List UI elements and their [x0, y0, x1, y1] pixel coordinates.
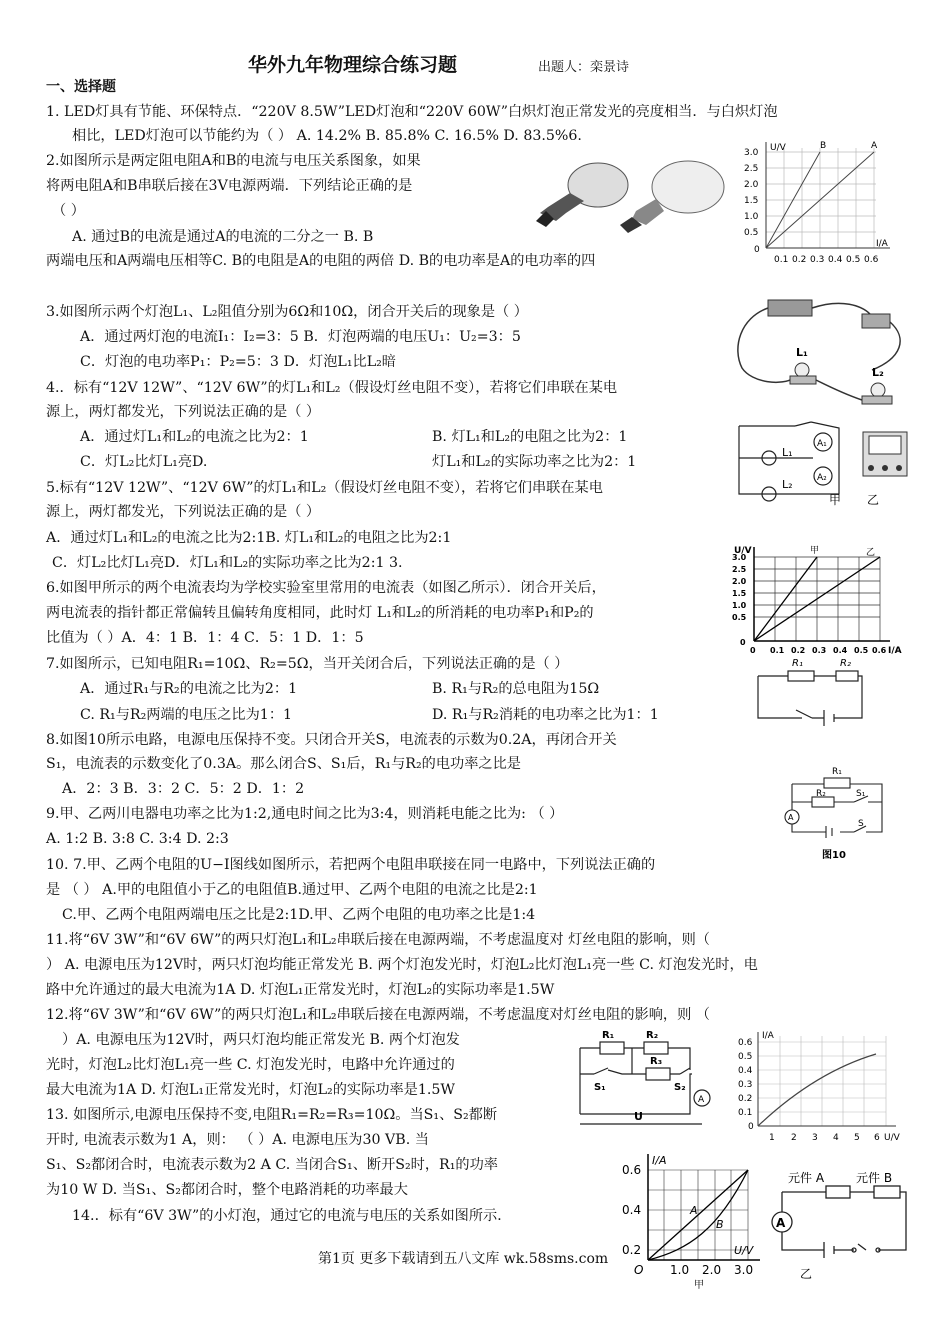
text-line: C．灯L₂比灯L₁亮D.	[80, 454, 208, 470]
text-line: A．通过灯L₁和L₂的电流之比为2：1	[80, 429, 309, 445]
text-line: 5.标有“12V 12W”、“12V 6W”的灯L₁和L₂（假设灯丝电阻不变），若将它们串联在某电	[46, 480, 603, 496]
element-ab-circuit	[770, 1168, 920, 1288]
text-line: 相比，LED灯泡可以节能约为（ ） A. 14.2% B. 85.8% C. 16.5% D. 83.5%6.	[72, 128, 582, 144]
svg-text:U/V: U/V	[734, 1244, 754, 1257]
text-line: 开时, 电流表示数为1 A，则： （ ）A. 电源电压为30 VB. 当	[46, 1132, 429, 1148]
text-line: A．通过R₁与R₂的电流之比为2：1	[80, 681, 298, 697]
text-line: ） A. 电源电压为12V时，两只灯泡均能正常发光 B. 两个灯泡发光时，灯泡L₂比灯泡L₁亮一些 C. 灯泡发光时，电	[46, 957, 758, 973]
svg-text:B: B	[716, 1218, 724, 1231]
text-line: 比值为（ ）A．4：1 B．1：4 C．5：1 D．1：5	[46, 630, 364, 646]
svg-text:0.3: 0.3	[812, 646, 827, 655]
svg-text:R₂: R₂	[646, 1030, 659, 1041]
page-footer: 第1页 更多下载请到五八文库 wk.58sms.com	[318, 1251, 609, 1267]
svg-text:0.6: 0.6	[738, 1038, 753, 1048]
text-line: D. R₁与R₂消耗的电功率之比为1：1	[432, 707, 659, 723]
svg-text:A: A	[776, 1216, 786, 1230]
svg-text:0.4: 0.4	[833, 646, 848, 655]
text-line: B. 灯L₁和L₂的电阻之比为2：1	[432, 429, 628, 445]
section-heading: 一、选择题	[46, 79, 116, 95]
text-line: 3.如图所示两个灯泡L₁、L₂阻值分别为6Ω和10Ω，闭合开关后的现象是（ ）	[46, 304, 528, 320]
svg-text:0.1: 0.1	[774, 255, 789, 265]
text-line: A．通过两灯泡的电流I₁：I₂=3：5 B．灯泡两端的电压U₁：U₂=3：5	[80, 329, 521, 345]
svg-text:B: B	[820, 141, 827, 151]
svg-text:0.5: 0.5	[744, 228, 759, 238]
text-line: C．灯泡的电功率P₁：P₂=5：3 D．灯泡L₁比L₂暗	[80, 354, 396, 370]
page-title: 华外九年物理综合练习题	[248, 54, 458, 76]
text-line: 14.．标有“6V 3W”的小灯泡，通过它的电流与电压的关系如图所示．	[72, 1208, 512, 1224]
text-line: A. 通过B的电流是通过A的电流的二分之一 B. B	[72, 229, 374, 245]
svg-text:I/A: I/A	[652, 1154, 667, 1167]
svg-text:乙: 乙	[800, 1267, 813, 1281]
text-line: 两电流表的指针都正常偏转且偏转角度相同，此时灯 L₁和L₂的所消耗的电功率P₁和P₂的	[46, 605, 594, 621]
svg-text:R₂: R₂	[840, 658, 851, 669]
svg-text:0: 0	[740, 638, 746, 647]
text-line: 11.将“6V 3W”和“6V 6W”的两只灯泡L₁和L₂串联后接在电源两端，不考虑温度对 灯丝电阻的影响，则（	[46, 932, 710, 948]
svg-text:0.4: 0.4	[622, 1203, 642, 1217]
svg-text:R₃: R₃	[650, 1056, 663, 1067]
series-circuit-figure	[754, 652, 866, 730]
svg-text:0.2: 0.2	[622, 1243, 642, 1257]
text-line: 9.甲、乙两川电器电功率之比为1:2,通电时间之比为3:4，则消耗电能之比为: （ ）	[46, 806, 564, 822]
svg-text:A: A	[698, 1095, 705, 1105]
svg-text:乙: 乙	[866, 548, 876, 558]
svg-text:4: 4	[833, 1133, 839, 1143]
led-bulb-icon	[536, 163, 628, 227]
svg-text:L₁: L₁	[782, 446, 793, 459]
svg-text:0.1: 0.1	[770, 646, 785, 655]
svg-text:0.5: 0.5	[732, 613, 747, 622]
svg-text:S₁: S₁	[594, 1082, 606, 1093]
svg-text:2.0: 2.0	[744, 180, 759, 190]
svg-text:U/V: U/V	[884, 1133, 900, 1143]
svg-text:乙: 乙	[867, 493, 880, 507]
text-line: S₁，电流表的示数变化了0.3A。那么闭合S、S₁后，R₁与R₂的电功率之比是	[46, 756, 521, 772]
svg-text:1.0: 1.0	[732, 601, 747, 610]
ammeter-meter-icon	[863, 432, 907, 476]
svg-text:0.5: 0.5	[738, 1052, 753, 1062]
svg-text:S: S	[858, 819, 864, 829]
svg-text:甲: 甲	[810, 546, 820, 556]
svg-text:0.5: 0.5	[846, 255, 861, 265]
svg-text:A₁: A₁	[817, 439, 827, 449]
text-line: C．灯L₂比灯L₁亮D．灯L₁和L₂的实际功率之比为2:1 3.	[52, 555, 403, 571]
svg-text:0.2: 0.2	[738, 1094, 753, 1104]
text-line: 10. 7.甲、乙两个电阻的U−I图线如图所示，若把两个电阻串联接在同一电路中，下列说法正确的	[46, 857, 656, 873]
svg-text:甲: 甲	[694, 1280, 704, 1290]
svg-text:R₁: R₁	[602, 1030, 615, 1041]
svg-text:U/V: U/V	[770, 143, 786, 153]
svg-text:2.5: 2.5	[744, 164, 759, 174]
svg-text:A: A	[690, 1204, 698, 1217]
svg-text:R₁: R₁	[832, 767, 842, 777]
text-line: 为10 W D. 当S₁、S₂都闭合时，整个电路消耗的功率最大	[46, 1182, 408, 1198]
text-line: 将两电阻A和B串联后接在3V电源两端．下列结论正确的是	[46, 178, 413, 194]
svg-text:1.0: 1.0	[744, 212, 759, 222]
text-line: 1. LED灯具有节能、环保特点．“220V 8.5W”LED灯泡和“220V 60W”白炽灯泡正常发光的亮度相当．与白炽灯泡	[46, 104, 778, 120]
svg-text:0.5: 0.5	[854, 646, 869, 655]
svg-text:3.0: 3.0	[744, 148, 759, 158]
svg-text:0.3: 0.3	[810, 255, 825, 265]
svg-text:I/A: I/A	[876, 239, 888, 249]
svg-text:1.5: 1.5	[732, 589, 747, 598]
text-line: 是 （ ） A.甲的电阻值小于乙的电阻值B.通过甲、乙两个电阻的电流之比是2:1	[46, 882, 538, 898]
svg-text:0.4: 0.4	[828, 255, 843, 265]
svg-text:R₂: R₂	[816, 789, 826, 799]
text-line: 6.如图甲所示的两个电流表均为学校实验室里常用的电流表（如图乙所示）．闭合开关后，	[46, 580, 606, 596]
text-line: S₁、S₂都闭合时，电流表示数为2 A C. 当闭合S₁、断开S₂时，R₁的功率	[46, 1157, 498, 1173]
svg-text:3.0: 3.0	[734, 1263, 754, 1277]
svg-text:3.0: 3.0	[732, 553, 747, 562]
ui-graph-jia-yi	[726, 543, 906, 655]
svg-text:0.6: 0.6	[864, 255, 879, 265]
svg-text:0.3: 0.3	[738, 1080, 753, 1090]
svg-text:A₂: A₂	[817, 473, 827, 483]
svg-text:图10: 图10	[822, 850, 846, 861]
svg-text:A: A	[871, 141, 878, 151]
svg-text:I/A: I/A	[888, 646, 902, 655]
svg-text:0.1: 0.1	[738, 1108, 753, 1118]
text-line: 源上，两灯都发光，下列说法正确的是（ ）	[46, 504, 321, 520]
text-line: B. R₁与R₂的总电阻为15Ω	[432, 681, 600, 697]
text-line: 最大电流为1A D. 灯泡L₁正常发光时，灯泡L₂的实际功率是1.5W	[46, 1082, 455, 1098]
text-line: C.甲、乙两个电阻两端电压之比是2:1D.甲、乙两个电阻的电功率之比是1:4	[62, 907, 536, 923]
text-line: 4.．标有“12V 12W”、“12V 6W”的灯L₁和L₂（假设灯丝电阻不变），若将它们串联在某电	[46, 380, 618, 396]
iu-graph-lamp	[736, 1028, 912, 1146]
svg-text:元件 A: 元件 A	[788, 1171, 825, 1185]
text-line: A. 1:2 B. 3:8 C. 3:4 D. 2:3	[46, 831, 229, 847]
svg-text:S₁: S₁	[856, 789, 866, 799]
incandescent-bulb-icon	[620, 161, 724, 233]
svg-text:1.5: 1.5	[744, 196, 759, 206]
svg-text:2.0: 2.0	[702, 1263, 722, 1277]
svg-text:6: 6	[874, 1133, 880, 1143]
svg-text:甲: 甲	[829, 493, 842, 507]
svg-text:5: 5	[854, 1133, 860, 1143]
ui-graph-ab	[740, 138, 900, 270]
text-line: （ ）	[52, 203, 85, 219]
text-line: 12.将“6V 3W”和“6V 6W”的两只灯泡L₁和L₂串联后接在电源两端，不考虑温度对灯丝电阻的影响，则 （	[46, 1007, 710, 1023]
lamp-circuit-figure	[732, 278, 912, 410]
svg-text:0: 0	[750, 646, 756, 655]
author-line: 出题人：栾景诗	[538, 60, 630, 75]
text-line: A．2：3 B．3：2 C．5：2 D．1：2	[62, 781, 305, 797]
svg-text:0.6: 0.6	[872, 646, 887, 655]
svg-text:A: A	[788, 813, 794, 822]
svg-text:1.0: 1.0	[670, 1263, 690, 1277]
svg-text:L₂: L₂	[872, 366, 884, 379]
text-line: 灯L₁和L₂的实际功率之比为2：1	[432, 454, 637, 470]
svg-text:S₂: S₂	[674, 1082, 686, 1093]
text-line: 2.如图所示是两定阻电阻A和B的电流与电压关系图象，如果	[46, 153, 421, 169]
text-line: 7.如图所示，已知电阻R₁=10Ω、R₂=5Ω，当开关闭合后，下列说法正确的是（ ）	[46, 656, 569, 672]
svg-text:元件 B: 元件 B	[856, 1171, 893, 1185]
bulbs-figure	[528, 155, 733, 235]
svg-text:U: U	[634, 1110, 643, 1123]
svg-text:U/V: U/V	[734, 546, 752, 556]
svg-text:L₁: L₁	[796, 346, 808, 359]
svg-text:0: 0	[748, 1122, 754, 1132]
text-line: 13. 如图所示,电源电压保持不变,电阻R₁=R₂=R₃=10Ω。当S₁、S₂都断	[46, 1107, 498, 1123]
svg-text:0.2: 0.2	[792, 255, 807, 265]
text-line: 两端电压和A两端电压相等C. B的电阻是A的电阻的两倍 D. B的电功率是A的电功率的四	[46, 253, 596, 269]
svg-text:2.0: 2.0	[732, 577, 747, 586]
svg-text:2.5: 2.5	[732, 565, 747, 574]
svg-text:2: 2	[791, 1133, 797, 1143]
figure-10-circuit	[782, 762, 892, 864]
svg-text:I/A: I/A	[762, 1031, 774, 1041]
text-line: 源上，两灯都发光，下列说法正确的是（ ）	[46, 404, 321, 420]
q13-circuit-figure	[572, 1026, 720, 1130]
svg-text:0.2: 0.2	[791, 646, 806, 655]
svg-text:O: O	[634, 1263, 644, 1277]
svg-text:L₂: L₂	[782, 478, 793, 491]
iu-graph-ab-jia	[618, 1150, 768, 1290]
svg-text:3: 3	[812, 1133, 818, 1143]
svg-text:R₁: R₁	[792, 658, 803, 669]
text-line: C. R₁与R₂两端的电压之比为1：1	[80, 707, 293, 723]
ammeter-circuit-figure	[735, 418, 915, 510]
svg-text:1: 1	[769, 1133, 775, 1143]
svg-text:0.6: 0.6	[622, 1163, 642, 1177]
svg-text:0.4: 0.4	[738, 1066, 753, 1076]
svg-text:0: 0	[754, 245, 760, 255]
text-line: A．通过灯L₁和L₂的电流之比为2:1B. 灯L₁和L₂的电阻之比为2:1	[46, 530, 452, 546]
text-line: ）A. 电源电压为12V时，两只灯泡均能正常发光 B. 两个灯泡发	[62, 1032, 460, 1048]
text-line: 光时，灯泡L₂比灯泡L₁亮一些 C. 灯泡发光时，电路中允许通过的	[46, 1057, 455, 1073]
text-line: 路中允许通过的最大电流为1A D. 灯泡L₁正常发光时，灯泡L₂的实际功率是1.5W	[46, 982, 555, 998]
text-line: 8.如图10所示电路，电源电压保持不变。只闭合开关S，电流表的示数为0.2A，再闭合开关	[46, 732, 617, 748]
